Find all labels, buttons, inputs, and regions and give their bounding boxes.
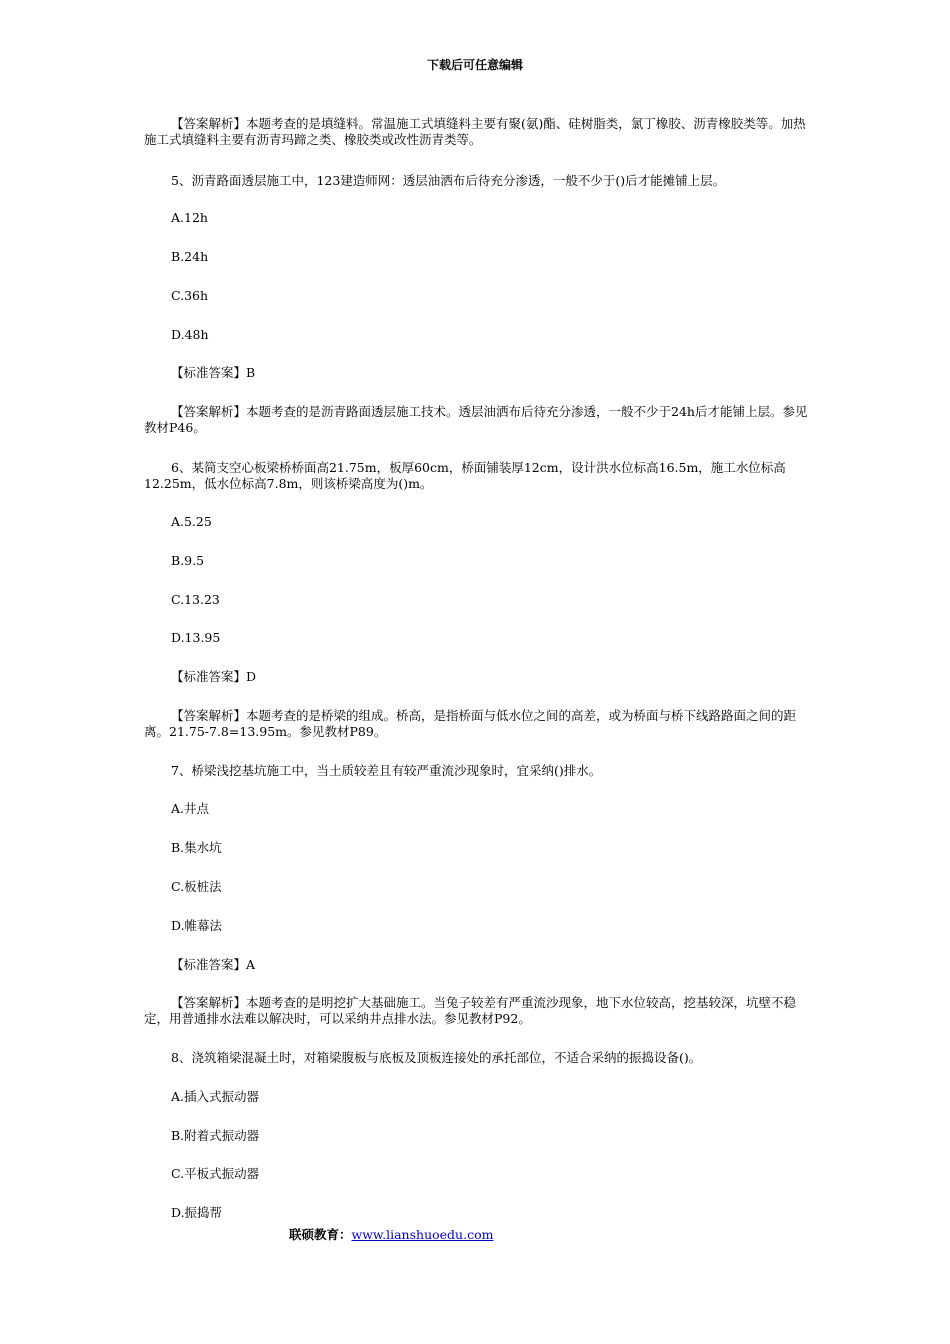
option-5c: C.36h [171,288,209,303]
option-5a: A.12h [171,210,208,225]
page-footer [289,1225,493,1243]
standard-answer-7: 【标准答案】A [171,957,256,972]
standard-answer-6: 【标准答案】D [171,669,257,684]
question-6: 6、某简支空心板梁桥桥面高21.75m，板厚60cm，桥面铺装厚12cm，设计洪水位标高16.5m，施工水位标高12.25m，低水位标高7.8m，则该桥梁高度为()m。 [144,460,786,491]
option-6d: D.13.95 [171,630,221,645]
footer-link[interactable]: www.lianshuoedu.com [351,1227,494,1242]
option-6b: B.9.5 [171,553,205,568]
answer-analysis-7: 【答案解析】本题考查的是明挖扩大基础施工。当兔子较差有严重流沙现象，地下水位较高，挖基较深，坑壁不稳定，用普通排水法难以解决时，可以采纳井点排水法。参见教材P92。 [144,995,797,1026]
option-6a: A.5.25 [171,514,212,529]
answer-analysis-5: 【答案解析】本题考查的是沥青路面透层施工技术。透层油洒布后待充分渗透，一般不少于24h后才能铺上层。参见教材P46。 [144,404,808,435]
option-7c: C.板桩法 [171,879,222,894]
option-8d: D.振捣帮 [171,1205,223,1220]
answer-analysis-4: 【答案解析】本题考查的是填缝料。常温施工式填缝料主要有聚(氨)酯、硅树脂类，氯丁橡胶、沥青橡胶类等。加热施工式填缝料主要有沥青玛蹄之类、橡胶类或改性沥青类等。 [144,116,806,147]
question-8: 8、浇筑箱梁混凝土时，对箱梁腹板与底板及顶板连接处的承托部位，不适合采纳的振捣设备()。 [171,1050,702,1065]
answer-analysis-6: 【答案解析】本题考查的是桥梁的组成。桥高，是指桥面与低水位之间的高差，或为桥面与桥下线路路面之间的距离。21.75-7.8=13.95m。参见教材P89。 [144,708,797,739]
page-header: 下载后可任意编辑 [426,58,523,72]
question-7: 7、桥梁浅挖基坑施工中，当土质较差且有较严重流沙现象时，宜采纳()排水。 [171,763,602,778]
option-7a: A.井点 [171,801,210,816]
option-8b: B.附着式振动器 [171,1128,260,1143]
option-6c: C.13.23 [171,592,220,607]
option-8a: A.插入式振动器 [171,1089,260,1104]
option-8c: C.平板式振动器 [171,1166,260,1181]
option-5b: B.24h [171,249,209,264]
footer-label: 联硕教育： [289,1227,352,1242]
standard-answer-5: 【标准答案】B [171,365,256,380]
option-7b: B.集水坑 [171,840,222,855]
question-5: 5、沥青路面透层施工中，123建造师网：透层油洒布后待充分渗透，一般不少于()后才能摊铺上层。 [171,173,726,188]
option-7d: D.帷幕法 [171,918,223,933]
option-5d: D.48h [171,327,209,342]
